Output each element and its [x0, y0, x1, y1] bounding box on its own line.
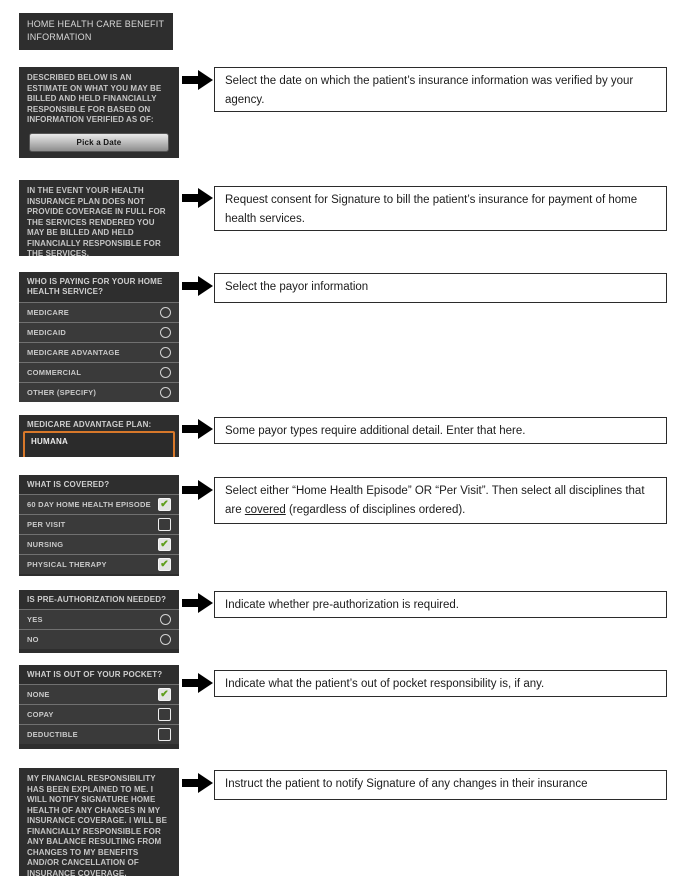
checkmark-icon: ✔ — [160, 498, 169, 510]
option-label: MEDICARE ADVANTAGE — [27, 347, 120, 357]
financial-responsibility-panel — [19, 768, 179, 876]
option-label: OTHER (SPECIFY) — [27, 387, 97, 397]
checkmark-icon: ✔ — [160, 538, 169, 550]
option-label: COMMERCIAL — [27, 367, 82, 377]
option-label: NURSING — [27, 540, 64, 550]
instruction-text: (regardless of disciplines ordered). — [285, 504, 466, 516]
right-arrow-icon — [182, 276, 213, 296]
financial-responsibility-text: MY FINANCIAL RESPONSIBILITY HAS BEEN EXPLAINED TO ME. I WILL NOTIFY SIGNATURE HOME HEALTH OF ANY CHANGES IN MY INSURANCE COVERAGE. I WILL BE FINANCIALLY RESPONSIBLE FOR ANY BALANCE RESULTING FROM CHANGES TO MY BENEFITS AND/OR CANCELLATION OF INSURANCE COVERAGE. — [27, 774, 168, 876]
instruction-box-consent: Request consent for Signature to bill the patient’s insurance for payment of home health services. — [214, 186, 667, 231]
checkbox[interactable] — [158, 518, 171, 531]
consent-panel — [19, 180, 179, 256]
page-title: HOME HEALTH CARE BENEFIT INFORMATION — [27, 19, 164, 43]
preauth-question: IS PRE-AUTHORIZATION NEEDED? — [27, 595, 167, 604]
checkbox-row-physical-therapy[interactable] — [19, 554, 179, 574]
right-arrow-icon — [182, 188, 213, 208]
right-arrow-icon — [182, 70, 213, 90]
radio-icon[interactable] — [160, 634, 171, 645]
option-label: MEDICAID — [27, 327, 67, 337]
instruction-box-out-of-pocket: Indicate what the patient’s out of pocket responsibility is, if any. — [214, 670, 667, 697]
radio-icon[interactable] — [160, 307, 171, 318]
radio-row-medicare-advantage[interactable] — [19, 342, 179, 362]
verified-date-text: DESCRIBED BELOW IS AN ESTIMATE ON WHAT YOU MAY BE BILLED AND HELD FINANCIALLY RESPONSIBLE FOR BASED ON INFORMATION VERIFIED AS OF: — [27, 73, 162, 125]
pick-a-date-button[interactable]: Pick a Date — [29, 133, 169, 152]
radio-row-other-specify[interactable] — [19, 382, 179, 402]
option-label: NO — [27, 635, 39, 645]
checkbox-row-none[interactable] — [19, 684, 179, 704]
checkbox-row-nursing[interactable] — [19, 534, 179, 554]
out-of-pocket-question: WHAT IS OUT OF YOUR POCKET? — [27, 670, 163, 679]
checkbox-row-per-visit[interactable] — [19, 514, 179, 534]
instruction-box-plan-detail: Some payor types require additional detail. Enter that here. — [214, 417, 667, 444]
covered-panel — [19, 475, 179, 576]
option-label: NONE — [27, 690, 50, 700]
right-arrow-icon — [182, 480, 213, 500]
option-label: PHYSICAL THERAPY — [27, 560, 107, 570]
advantage-plan-input[interactable] — [23, 431, 175, 457]
option-label: DEDUCTIBLE — [27, 730, 78, 740]
checkbox[interactable] — [158, 688, 171, 701]
verified-date-panel — [19, 67, 179, 158]
payor-panel — [19, 272, 179, 402]
out-of-pocket-panel — [19, 665, 179, 749]
instruction-box-payor: Select the payor information — [214, 273, 667, 303]
radio-row-medicare[interactable] — [19, 302, 179, 322]
radio-icon[interactable] — [160, 367, 171, 378]
preauth-panel — [19, 590, 179, 653]
radio-row-commercial[interactable] — [19, 362, 179, 382]
consent-text: IN THE EVENT YOUR HEALTH INSURANCE PLAN DOES NOT PROVIDE COVERAGE IN FULL FOR THE SERVICES RENDERED YOU MAY BE BILLED AND HELD FINANCIALLY RESPONSIBLE FOR THE SERVICES. — [27, 186, 166, 256]
advantage-plan-panel — [19, 415, 179, 457]
advantage-plan-label: MEDICARE ADVANTAGE PLAN: — [27, 420, 152, 429]
right-arrow-icon — [182, 419, 213, 439]
instruction-box-preauth: Indicate whether pre-authorization is required. — [214, 591, 667, 618]
radio-icon[interactable] — [160, 327, 171, 338]
form-header-panel — [19, 13, 173, 50]
right-arrow-icon — [182, 673, 213, 693]
option-label: PER VISIT — [27, 520, 66, 530]
radio-icon[interactable] — [160, 347, 171, 358]
checkbox-row-deductible[interactable] — [19, 724, 179, 744]
instruction-box-notify-changes: Instruct the patient to notify Signature of any changes in their insurance — [214, 770, 667, 800]
right-arrow-icon — [182, 593, 213, 613]
instruction-text: Select either “Home Health Episode” OR “Per Visit”. Then select all disciplines that are — [225, 485, 645, 516]
covered-question: WHAT IS COVERED? — [27, 480, 110, 489]
radio-row-medicaid[interactable] — [19, 322, 179, 342]
payor-question: WHO IS PAYING FOR YOUR HOME HEALTH SERVICE? — [27, 277, 163, 297]
instruction-box-date: Select the date on which the patient’s insurance information was verified by your agency. — [214, 67, 667, 112]
checkbox[interactable] — [158, 538, 171, 551]
option-label: YES — [27, 615, 43, 625]
checkbox-row-episode[interactable] — [19, 494, 179, 514]
radio-row-no[interactable] — [19, 629, 179, 649]
radio-row-yes[interactable] — [19, 609, 179, 629]
option-label: MEDICARE — [27, 307, 70, 317]
checkmark-icon: ✔ — [160, 688, 169, 700]
checkbox[interactable] — [158, 558, 171, 571]
radio-icon[interactable] — [160, 614, 171, 625]
instruction-box-covered — [214, 477, 667, 524]
option-label: COPAY — [27, 710, 54, 720]
radio-icon[interactable] — [160, 387, 171, 398]
checkbox[interactable] — [158, 708, 171, 721]
checkbox[interactable] — [158, 498, 171, 511]
checkbox[interactable] — [158, 728, 171, 741]
checkmark-icon: ✔ — [160, 558, 169, 570]
option-label: 60 DAY HOME HEALTH EPISODE — [27, 500, 151, 510]
checkbox-row-copay[interactable] — [19, 704, 179, 724]
instruction-underlined-word: covered — [244, 504, 286, 516]
right-arrow-icon — [182, 773, 213, 793]
